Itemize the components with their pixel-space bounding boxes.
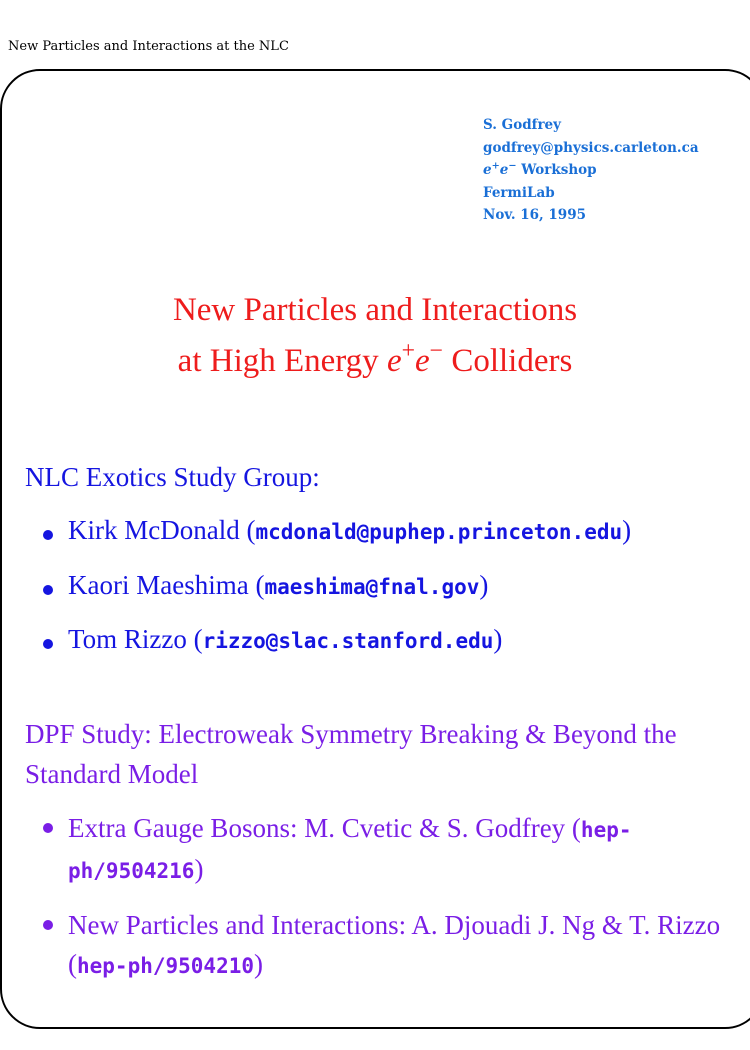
workshop-date: Nov. 16, 1995 (483, 207, 586, 223)
list-item: Kirk McDonald (mcdonald@puphep.princeton.edu) (25, 515, 631, 570)
bullet-icon (43, 639, 53, 649)
slide-title (0, 285, 750, 387)
member-email: rizzo@slac.stanford.edu (202, 629, 494, 653)
dpf-study-list (25, 809, 725, 1001)
workshop-place: FermiLab (483, 184, 555, 201)
bullet-icon (43, 823, 53, 833)
member-email: maeshima@fnal.gov (264, 574, 480, 599)
exotics-members-list (25, 515, 631, 679)
exotics-group-heading: NLC Exotics Study Group: (25, 462, 320, 492)
list-item: Tom Rizzo (rizzo@slac.stanford.edu) (25, 624, 631, 679)
paper-reference: hep-ph/9504210 (77, 954, 255, 978)
bullet-icon (43, 530, 53, 540)
workshop-name: e+e− Workshop (483, 160, 597, 178)
author-info (483, 114, 699, 227)
bullet-icon (43, 920, 53, 930)
author-email: godfrey@physics.carleton.ca (483, 139, 699, 156)
dpf-study-heading: DPF Study: Electroweak Symmetry Breaking & Beyond the Standard Model (25, 719, 677, 789)
running-head: New Particles and Interactions at the NLC (8, 39, 289, 54)
list-item: Kaori Maeshima (maeshima@fnal.gov) (25, 570, 631, 625)
title-line-1: New Particles and Interactions (172, 292, 578, 328)
bullet-icon (43, 585, 53, 595)
list-item: New Particles and Interactions: A. Djouadi J. Ng & T. Rizzo (hep-ph/9504210) (25, 906, 725, 986)
title-line-2: at High Energy e+e− Colliders (177, 337, 573, 379)
paper-reference: hep-ph/9504216 (68, 818, 632, 883)
list-item: Extra Gauge Bosons: M. Cvetic & S. Godfrey (hep-ph/9504216) (25, 809, 725, 891)
member-email: mcdonald@puphep.princeton.edu (255, 520, 623, 544)
author-name: S. Godfrey (483, 117, 561, 133)
